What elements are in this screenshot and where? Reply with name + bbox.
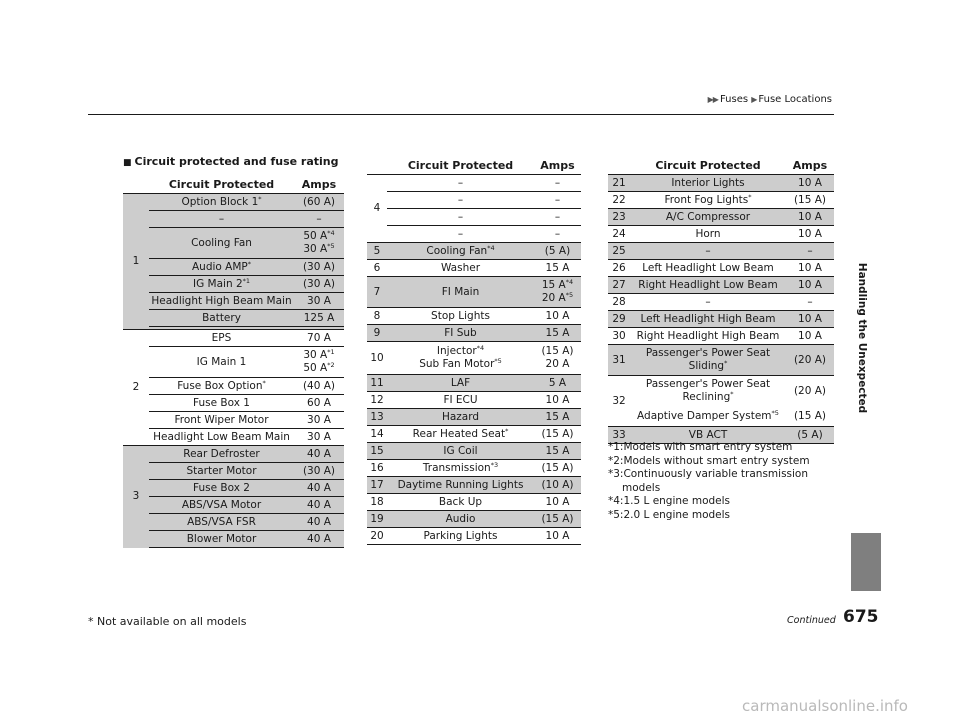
amps-value: 15 A <box>534 443 581 460</box>
footnote-4: *4:1.5 L engine models <box>608 495 731 507</box>
amps-value: 40 A <box>294 446 344 463</box>
amps-value: (15 A) <box>793 409 827 422</box>
amps-value: 40 A <box>294 480 344 497</box>
amps-value: – <box>294 211 344 228</box>
amps-value: (15 A) <box>541 345 574 357</box>
amps-value: 10 A <box>786 260 834 277</box>
amps-value: – <box>786 294 834 311</box>
fuse-group-number: 1 <box>123 194 149 330</box>
double-arrow-icon: ▶ <box>751 95 757 104</box>
page-number: 675 <box>843 607 879 627</box>
circuit-name: – <box>387 192 534 209</box>
amps-value: 40 A <box>294 497 344 514</box>
section-title-text: Circuit protected and fuse rating <box>134 155 339 168</box>
fuse-number: 32 <box>608 376 630 427</box>
fuse-group-number: 3 <box>123 446 149 548</box>
fuse-table-1: Circuit Protected Amps 1 Option Block 1* (60 A) – – Cooling Fan 50 $A^{*4}$ 30 $A^{*5}$ Audio AMP* (30 A) IG Main 2$^{*1}$ (30 A) Headlight High Beam Main 30 A Battery 125 A 2 EPS 70 A IG Main 1 30 $A^{*1}$ 50 $A^{*2}$ Fuse Box Option* (40 A) Fuse Box 1 60 A Front Wiper Motor 30 A Headlight Low Beam Main 30 A 3 Rear Defroster 40 A Starter Motor (30 A) Fuse Box 2 40 A ABS/VSA Motor 40 A ABS/VSA FSR 40 A Blower Motor 40 A <box>123 175 344 548</box>
circuit-name: Sliding <box>688 360 725 372</box>
amps-value: – <box>534 192 581 209</box>
fuse-number: 28 <box>608 294 630 311</box>
circuit-name: ABS/VSA Motor <box>149 497 294 514</box>
circuit-name: Starter Motor <box>149 463 294 480</box>
amps-value: 30 A <box>303 243 328 255</box>
fuse-number: 17 <box>367 477 387 494</box>
circuit-name: Left Headlight High Beam <box>630 311 786 328</box>
double-arrow-icon: ▶▶ <box>707 95 718 104</box>
circuit-name: FI ECU <box>387 392 534 409</box>
fuse-number: 30 <box>608 328 630 345</box>
amps-value: – <box>786 243 834 260</box>
fuse-number: 21 <box>608 175 630 192</box>
amps-value: 50 A <box>303 362 328 374</box>
amps-value: 40 A <box>294 514 344 531</box>
section-tab <box>841 148 883 528</box>
amps-value: (30 A) <box>294 276 344 293</box>
fuse-number: 18 <box>367 494 387 511</box>
circuit-name: A/C Compressor <box>630 209 786 226</box>
circuit-name: Fuse Box Option <box>177 379 263 392</box>
circuit-name: Front Fog Lights <box>664 193 749 206</box>
amps-value: 10 A <box>534 392 581 409</box>
circuit-name: Headlight High Beam Main <box>149 293 294 310</box>
circuit-name: – <box>149 211 294 228</box>
amps-value: 30 A <box>294 293 344 310</box>
amps-value: 15 A <box>534 260 581 277</box>
fuse-number: 8 <box>367 308 387 325</box>
amps-value: (10 A) <box>534 477 581 494</box>
amps-value: 10 A <box>534 494 581 511</box>
circuit-name: Passenger's Power Seat <box>645 347 771 359</box>
circuit-name: Hazard <box>387 409 534 426</box>
footnote-3-cont: models <box>622 481 661 494</box>
amps-value: 60 A <box>294 395 344 412</box>
footnote-2: *2:Models without smart entry system <box>608 454 810 467</box>
column-header: Circuit Protected <box>387 156 534 175</box>
circuit-name: – <box>457 176 464 189</box>
amps-value: 30 A <box>294 429 344 446</box>
circuit-name: Audio <box>387 511 534 528</box>
circuit-name: Adaptive Damper System <box>637 409 772 422</box>
circuit-name: IG Main 1 <box>149 347 294 378</box>
circuit-name: Interior Lights <box>630 175 786 192</box>
circuit-name: EPS <box>149 330 294 347</box>
circuit-name: Stop Lights <box>387 308 534 325</box>
amps-value: 10 A <box>786 209 834 226</box>
amps-value: 15 A <box>534 409 581 426</box>
square-bullet-icon: ■ <box>123 158 132 168</box>
fuse-number: 4 <box>373 202 381 214</box>
circuit-name: ABS/VSA FSR <box>149 514 294 531</box>
column-header: Circuit Protected <box>149 175 294 194</box>
fuse-number: 19 <box>367 511 387 528</box>
amps-value: 30 A <box>294 412 344 429</box>
column-header: Amps <box>534 156 581 175</box>
column-header: Amps <box>786 156 834 175</box>
amps-value: – <box>534 226 581 243</box>
circuit-name: Fuse Box 1 <box>149 395 294 412</box>
amps-value: (40 A) <box>294 378 344 395</box>
amps-value: (20 A) <box>786 345 834 376</box>
amps-value: 10 A <box>786 226 834 243</box>
fuse-number: 22 <box>608 192 630 209</box>
circuit-name: Horn <box>630 226 786 243</box>
amps-value: 10 A <box>786 328 834 345</box>
breadcrumb <box>708 94 832 105</box>
circuit-name: – <box>387 226 534 243</box>
amps-value: 10 A <box>534 308 581 325</box>
fuse-number: 9 <box>367 325 387 342</box>
circuit-name: VB ACT <box>630 427 786 444</box>
column-header: Circuit Protected <box>630 156 786 175</box>
fuse-number: 5 <box>367 243 387 260</box>
footnote-1: *1:Models with smart entry system <box>608 441 793 453</box>
fuse-number: 16 <box>367 460 387 477</box>
circuit-name: Parking Lights <box>387 528 534 545</box>
circuit-name: IG Main 2 <box>192 277 243 290</box>
fuse-number: 6 <box>367 260 387 277</box>
amps-value: 15 A <box>534 325 581 342</box>
amps-value: 30 A <box>303 349 328 361</box>
circuit-name: Battery <box>149 310 294 327</box>
circuit-name: Washer <box>387 260 534 277</box>
amps-value: 10 A <box>786 175 834 192</box>
continued-label: Continued <box>787 615 836 626</box>
fuse-number: 27 <box>608 277 630 294</box>
circuit-name: Injector <box>436 345 477 357</box>
circuit-name: Blower Motor <box>149 531 294 548</box>
circuit-name: Cooling Fan <box>191 236 252 249</box>
amps-value: 20 A <box>541 292 566 304</box>
fuse-number: 20 <box>367 528 387 545</box>
circuit-name: – <box>387 209 534 226</box>
amps-value: 125 A <box>294 310 344 327</box>
circuit-name: Reclining <box>682 391 731 403</box>
footnote-3: *3:Continuously variable transmission <box>608 468 809 480</box>
circuit-name: Daytime Running Lights <box>387 477 534 494</box>
footnote-5: *5:2.0 L engine models <box>608 508 731 521</box>
fuse-number: 33 <box>608 427 630 444</box>
availability-note: * Not available on all models <box>88 615 247 628</box>
amps-value: (5 A) <box>534 243 581 260</box>
amps-value: – <box>534 209 581 226</box>
amps-value: (15 A) <box>534 511 581 528</box>
amps-value: (5 A) <box>786 427 834 444</box>
fuse-number: 10 <box>367 342 387 375</box>
circuit-name: Option Block 1 <box>181 195 259 208</box>
circuit-name: – <box>630 294 786 311</box>
circuit-name: Fuse Box 2 <box>149 480 294 497</box>
section-tab-label: Handling the Unexpected <box>856 262 868 414</box>
circuit-name: IG Coil <box>387 443 534 460</box>
circuit-name: Rear Defroster <box>149 446 294 463</box>
circuit-name: Rear Heated Seat <box>412 427 506 440</box>
amps-value: (20 A) <box>786 376 834 407</box>
amps-value: 40 A <box>294 531 344 548</box>
fuse-table-2: Circuit Protected Amps 4 – – – – – – – – 5 Cooling Fan$^{*4}$ (5 A) 6 Washer 15 A 7 FI Main 15 $A^{*4}$ 20 $A^{*5}$ 8 Stop Lights 10 A 9 FI Sub 15 A 10 Injector$^{*4}$ Sub Fan Motor$^{*5}$ (15 A) 20 A 11 LAF 5 A 12 FI ECU 10 A 13 Hazard 15 A 14 Rear Heated Seat* (15 A) 15 IG Coil 15 A 16 Transmission$^{*3}$ (15 A) 17 Daytime Running Lights (10 A) 18 Back Up 10 A 19 Audio (15 A) 20 Parking Lights 10 A <box>367 156 581 545</box>
section-title <box>123 155 339 168</box>
fuse-number: 31 <box>608 345 630 376</box>
fuse-number: 12 <box>367 392 387 409</box>
fuse-number: 29 <box>608 311 630 328</box>
circuit-name: Left Headlight Low Beam <box>630 260 786 277</box>
circuit-name: Sub Fan Motor <box>419 358 495 370</box>
fuse-number: 25 <box>608 243 630 260</box>
fuse-number: 7 <box>367 277 387 308</box>
circuit-name: – <box>630 243 786 260</box>
circuit-name: Passenger's Power Seat <box>645 378 771 390</box>
fuse-group-number: 2 <box>123 330 149 446</box>
circuit-name: Audio AMP <box>191 260 248 273</box>
circuit-name: Back Up <box>387 494 534 511</box>
circuit-name: Cooling Fan <box>426 244 488 257</box>
watermark: carmanualsonline.info <box>742 697 908 715</box>
section-tab-marker <box>851 533 881 591</box>
amps-value: 20 A <box>545 358 570 370</box>
circuit-name: LAF <box>387 375 534 392</box>
circuit-name: Transmission <box>422 461 491 474</box>
amps-value: (15 A) <box>534 426 581 443</box>
amps-value: (60 A) <box>294 194 344 211</box>
amps-value: (30 A) <box>294 259 344 276</box>
circuit-name: FI Main <box>387 277 534 308</box>
circuit-name: FI Sub <box>387 325 534 342</box>
amps-value: 5 A <box>534 375 581 392</box>
fuse-number: 11 <box>367 375 387 392</box>
amps-value: 70 A <box>294 330 344 347</box>
circuit-name: Front Wiper Motor <box>149 412 294 429</box>
footnotes <box>608 441 810 522</box>
amps-value: 10 A <box>786 277 834 294</box>
breadcrumb-fuses[interactable]: Fuses <box>719 94 749 105</box>
amps-value: (30 A) <box>294 463 344 480</box>
circuit-name: Headlight Low Beam Main <box>149 429 294 446</box>
header-rule <box>88 114 834 115</box>
fuse-table-3: Circuit Protected Amps 21 Interior Lights 10 A 22 Front Fog Lights* (15 A) 23 A/C Compressor 10 A 24 Horn 10 A 25 – – 26 Left Headlight Low Beam 10 A 27 Right Headlight Low Beam 10 A 28 – – 29 Left Headlight High Beam 10 A 30 Right Headlight High Beam 10 A 31 Passenger's Power Seat Sliding* (20 A) 32 Passenger's Power Seat Reclining* (20 A) Adaptive Damper System$^{*5}$ (15 A) 33 VB ACT (5 A) <box>608 156 834 444</box>
amps-value: 50 A <box>303 230 328 242</box>
fuse-number: 23 <box>608 209 630 226</box>
fuse-number: 15 <box>367 443 387 460</box>
circuit-name: Right Headlight High Beam <box>630 328 786 345</box>
column-header: Amps <box>294 175 344 194</box>
circuit-name: Right Headlight Low Beam <box>630 277 786 294</box>
amps-value: 10 A <box>534 528 581 545</box>
fuse-number: 26 <box>608 260 630 277</box>
amps-value: (15 A) <box>786 192 834 209</box>
amps-value: 10 A <box>786 311 834 328</box>
breadcrumb-fuse-locations[interactable]: Fuse Locations <box>758 94 832 105</box>
amps-value: – <box>554 176 561 189</box>
fuse-number: 14 <box>367 426 387 443</box>
amps-value: (15 A) <box>534 460 581 477</box>
fuse-number: 13 <box>367 409 387 426</box>
fuse-number: 24 <box>608 226 630 243</box>
amps-value: 15 A <box>541 279 566 291</box>
